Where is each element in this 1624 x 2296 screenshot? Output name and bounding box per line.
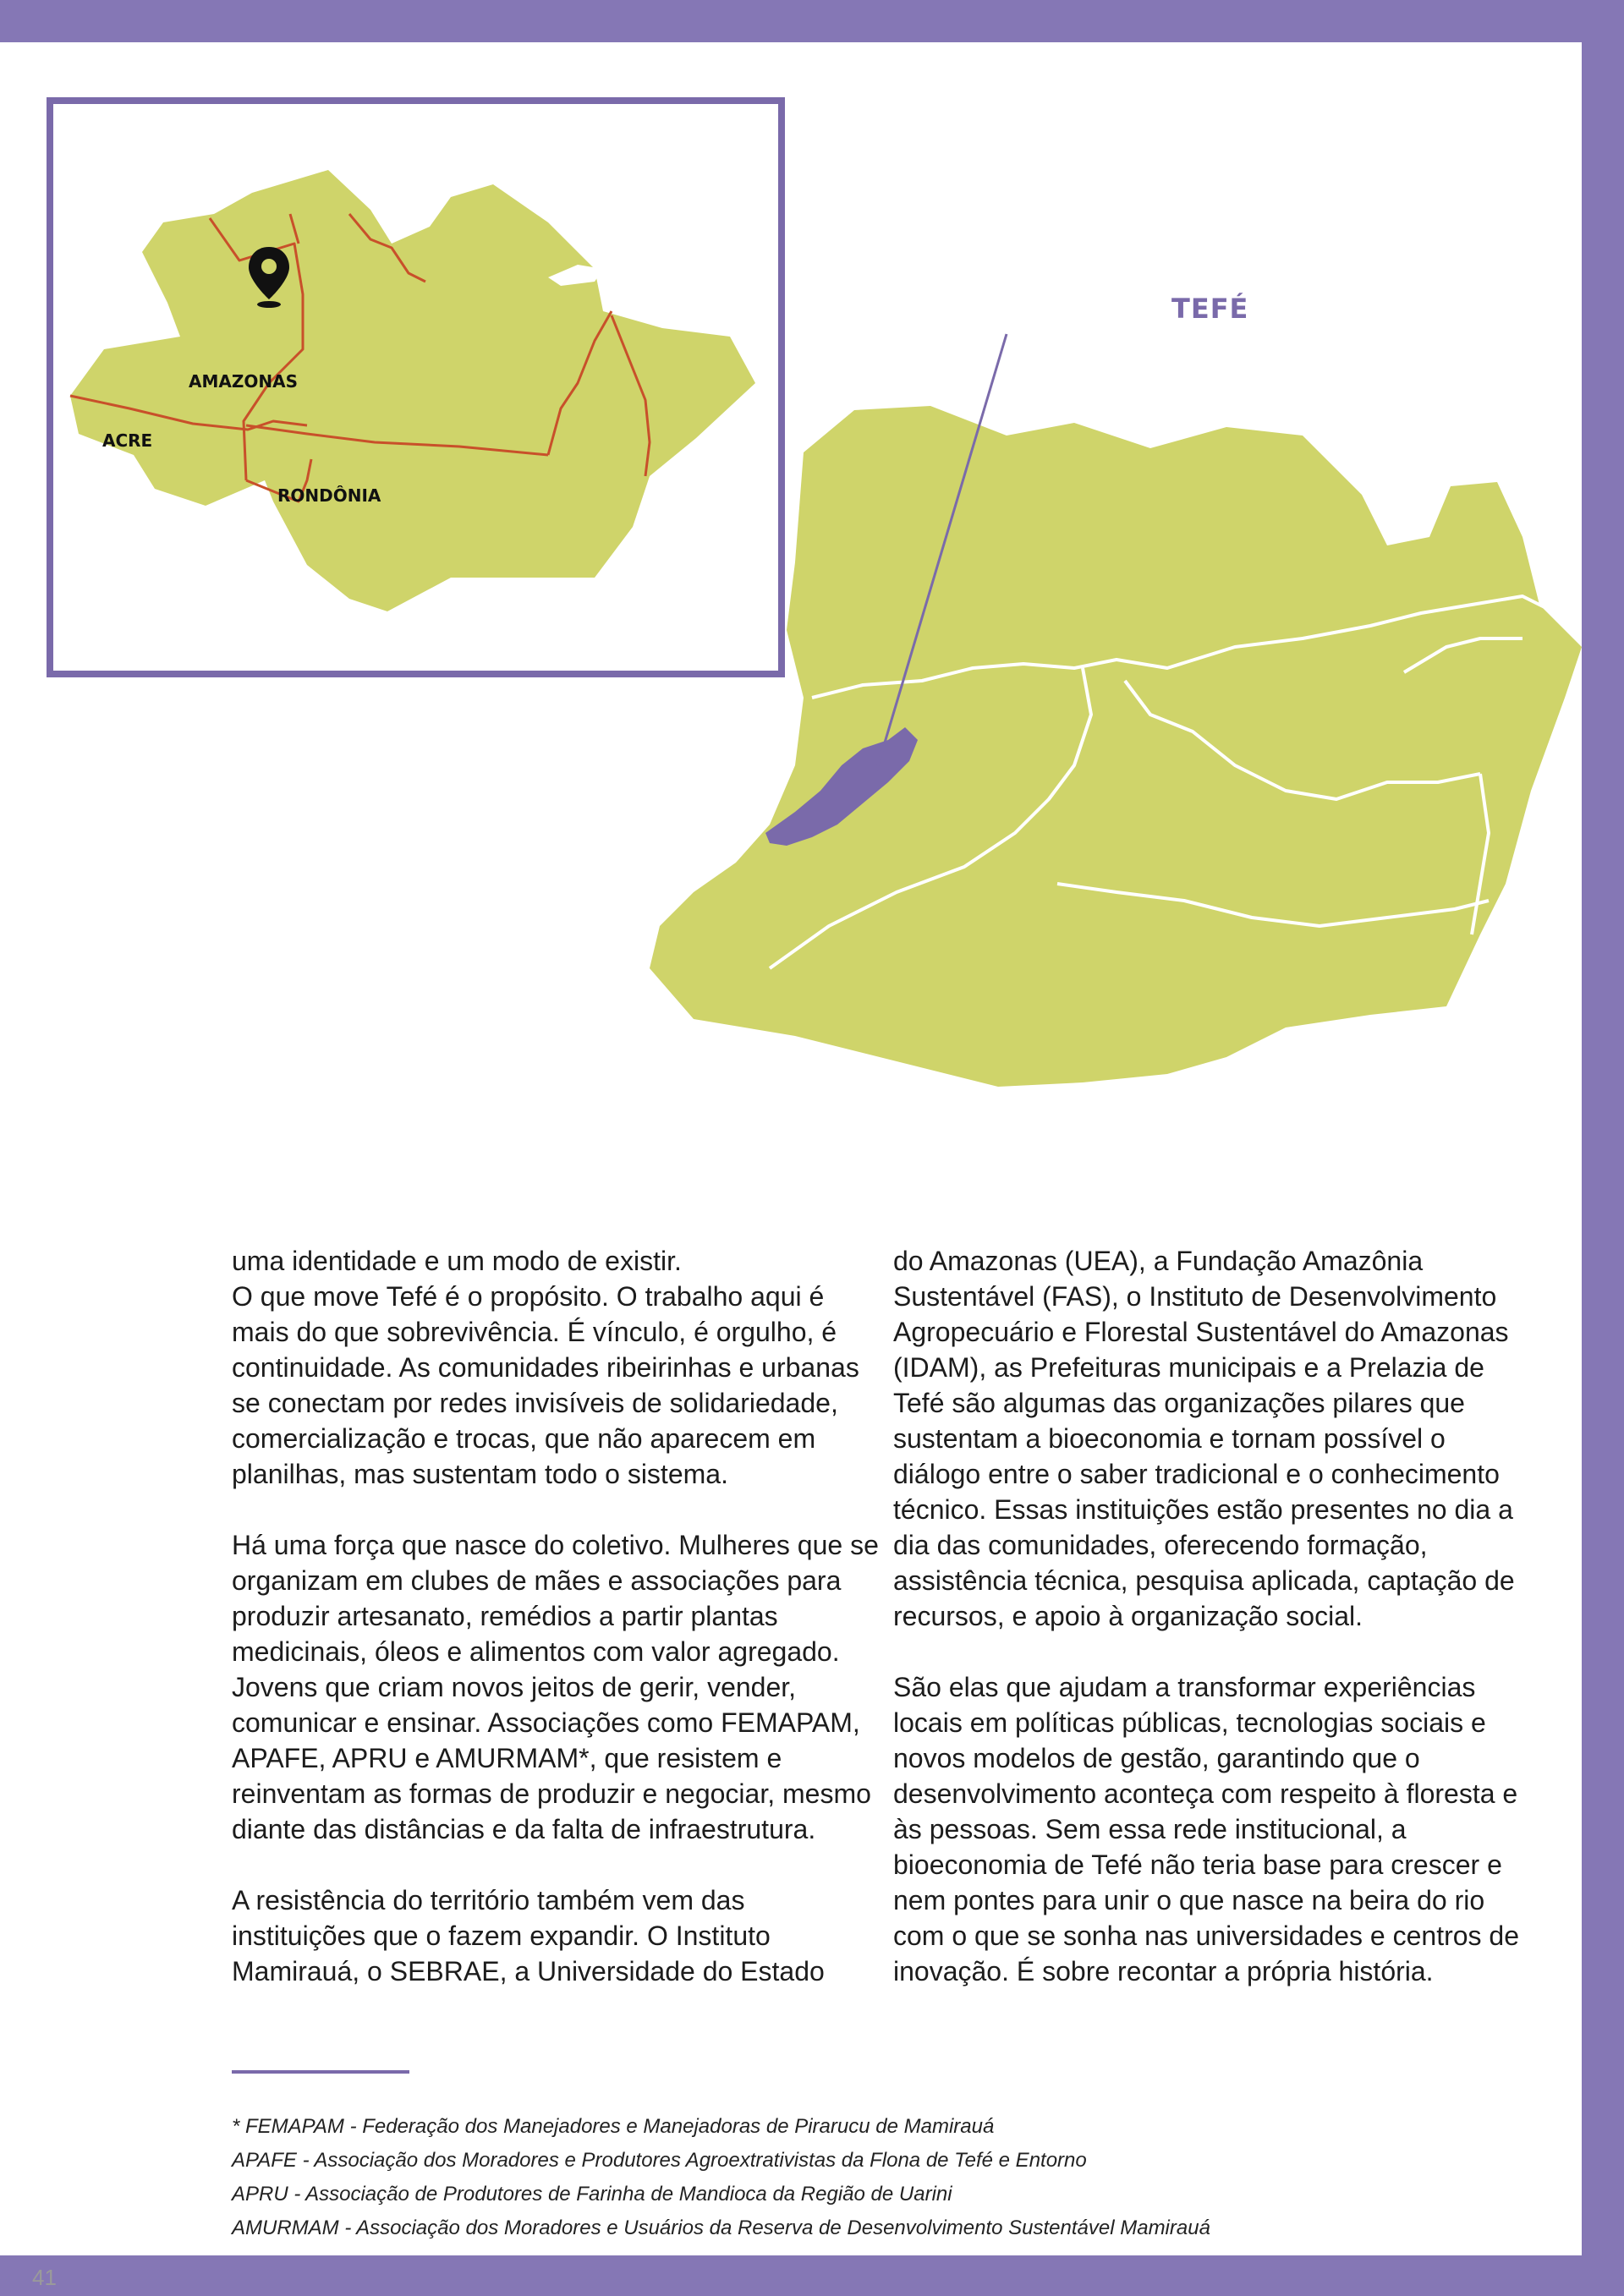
amazonas-state-shape — [650, 406, 1582, 1087]
label-rondonia: RONDÔNIA — [277, 485, 381, 506]
amazonas-state-map — [643, 241, 1582, 1095]
tefe-label: TEFÉ — [1171, 293, 1249, 325]
footnote-apafe: APAFE - Associação dos Moradores e Produtores Agroextrativistas da Flona de Tefé e Entorno — [232, 2149, 1087, 2172]
footnote-femapam: * FEMAPAM - Federação dos Manejadores e Manejadoras de Pirarucu de Mamirauá — [232, 2115, 995, 2138]
footnotes — [232, 2110, 1501, 2245]
right-text-column — [893, 1243, 1536, 1989]
label-acre: ACRE — [102, 430, 153, 451]
paragraph-1: uma identidade e um modo de existir. O que move Tefé é o propósito. O trabalho aqui é mais do que sobrevivência. É vínculo, é orgulho, é continuidade. As comunidades ribeirinhas e urbanas se conectam por redes invisíveis de solidariedade, comercialização e trocas, que não aparecem em planilhas, mas sustentam todo o sistema. — [232, 1246, 859, 1489]
label-amazonas: AMAZONAS — [189, 371, 298, 392]
footnote-divider — [232, 2070, 409, 2074]
paragraph-5: São elas que ajudam a transformar experiências locais em políticas públicas, tecnologias sociais e novos modelos de gestão, garantindo que o desenvolvimento aconteça com respeito à floresta e às pessoas. Sem essa rede institucional, a bioeconomia de Tefé não teria base para crescer e nem pontes para unir o que nasce na beira do rio com o que se sonha nas universidades e centros de inovação. É sobre recontar a própria história. — [893, 1672, 1520, 1986]
paragraph-3: A resistência do território também vem das instituições que o fazem expandir. O Instituto Mamirauá, o SEBRAE, a Universidade do Estado — [232, 1885, 825, 1986]
paragraph-4: do Amazonas (UEA), a Fundação Amazônia Sustentável (FAS), o Instituto de Desenvolvimento Agropecuário e Florestal Sustentável do Amazonas (IDAM), as Prefeituras municipais e a Prelazia de Tefé são algumas das organizações pilares que sustentam a bioeconomia e tornam possível o diálogo entre o saber tradicional e o conhecimento técnico. Essas instituições estão presentes no dia a dia das comunidades, oferecendo formação, assistência técnica, pesquisa aplicada, captação de recursos, e apoio à organização social. — [893, 1246, 1515, 1631]
page — [0, 42, 1582, 2290]
footnote-apru: APRU - Associação de Produtores de Farinha de Mandioca da Região de Uarini — [232, 2183, 952, 2206]
left-text-column — [232, 1243, 883, 1989]
footnote-amurmam: AMURMAM - Associação dos Moradores e Usuários da Reserva de Desenvolvimento Sustentável Mamirauá — [232, 2217, 1210, 2239]
page-number: 41 — [32, 2265, 57, 2290]
paragraph-2: Há uma força que nasce do coletivo. Mulheres que se organizam em clubes de mães e associações para produzir artesanato, remédios a partir plantas medicinais, óleos e alimentos com valor agregado. Jovens que criam novos jeitos de gerir, vender, comunicar e ensinar. Associações como FEMAPAM, APAFE, APRU e AMURMAM*, que resistem e reinventam as formas de produzir e negociar, mesmo diante das distâncias e da falta de infraestrutura. — [232, 1530, 879, 1844]
